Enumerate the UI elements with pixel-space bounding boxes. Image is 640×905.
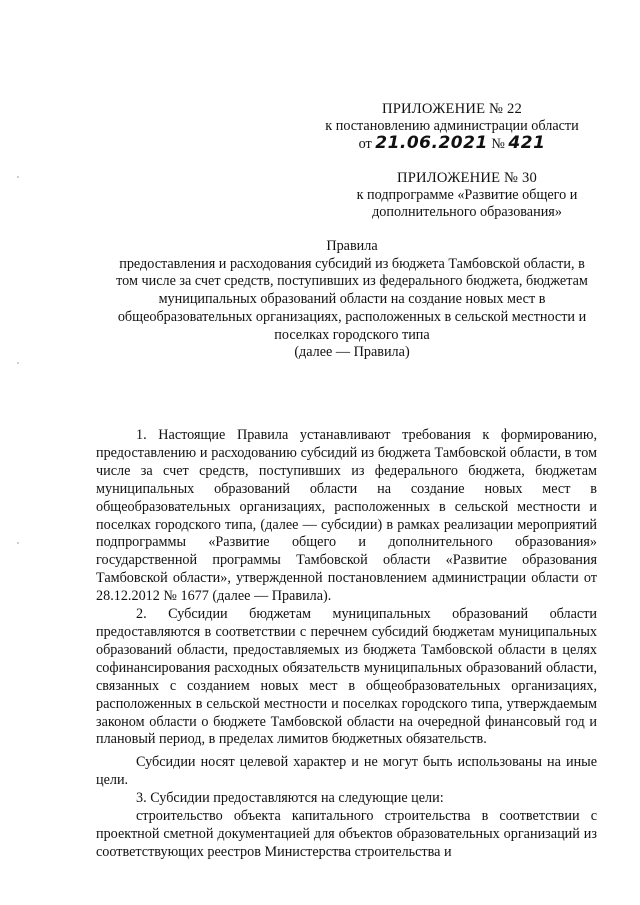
appendix-subtitle: дополнительного образования» [372, 204, 562, 220]
appendix-header-30 [334, 170, 600, 221]
paragraph-3: Субсидии носят целевой характер и не могут быть использованы на иные цели. [96, 754, 597, 789]
appendix-subtitle: к подпрограмме «Развитие общего и [356, 187, 578, 203]
title-line: (далее — Правила) [294, 344, 410, 361]
title-line: предоставления и расходования субсидий из бюджета Тамбовской области, в [119, 255, 585, 272]
appendix-header-22 [318, 101, 586, 153]
appendix-title: ПРИЛОЖЕНИЕ № 22 [381, 101, 523, 117]
title-line: поселках городского типа [274, 326, 430, 343]
number-prefix: № [491, 136, 505, 152]
appendix-date-line [318, 135, 586, 153]
paragraph-5: строительство объекта капитального строительства в соответствии с проектной сметной документацией для объектов образовательных организаций из соответствующих реестров Министерства строительства и [96, 808, 597, 860]
handwritten-number: 421 [508, 133, 546, 153]
title-line: том числе за счет средств, поступивших из федерального бюджета, бюджетам [116, 273, 588, 290]
document-body [96, 427, 597, 862]
title-line: общеобразовательных организациях, расположенных в сельской местности и [117, 308, 587, 325]
title-line: муниципальных образований области на создание новых мест в [158, 291, 546, 308]
paragraph-4: 3. Субсидии предоставляются на следующие цели: [136, 790, 444, 807]
scan-mark [17, 362, 19, 364]
document-title [82, 238, 622, 362]
appendix-title: ПРИЛОЖЕНИЕ № 30 [396, 170, 538, 186]
appendix-subtitle: к постановлению администрации области [325, 118, 579, 134]
paragraph-1: 1. Настоящие Правила устанавливают требования к формированию, предоставлению и расходованию субсидий из бюджета Тамбовской области, в том числе за счет средств, поступивших из федерального бюджета, бюджетам муниципальных образований области на создание новых мест в общеобразовательных организациях, расположенных в сельской местности и поселках городского типа, (далее — субсидии) в рамках реализации мероприятий подпрограммы «Развитие общего и дополнительного образования» государственной программы Тамбовской области «Развитие образования Тамбовской области», утвержденной постановлением администрации области от 28.12.2012 № 1677 (далее — Правила). [96, 427, 597, 605]
scan-mark [17, 542, 19, 544]
date-prefix: от [358, 136, 372, 152]
paragraph-2: 2. Субсидии бюджетам муниципальных образований области предоставляются в соответствии с перечнем субсидий бюджетам муниципальных образований области, предоставляемых из бюджета Тамбовской области в целях софинансирования расходных обязательств муниципальных образований области, связанных с созданием новых мест в общеобразовательных организациях, расположенных в сельской местности и поселках городского типа, утверждаемым законом области о бюджете Тамбовской области на очередной финансовый год и плановый период, в пределах лимитов бюджетных обязательств. [96, 606, 597, 748]
title-line: Правила [326, 238, 378, 254]
handwritten-date: 21.06.2021 [375, 133, 488, 153]
scan-mark [17, 176, 19, 178]
